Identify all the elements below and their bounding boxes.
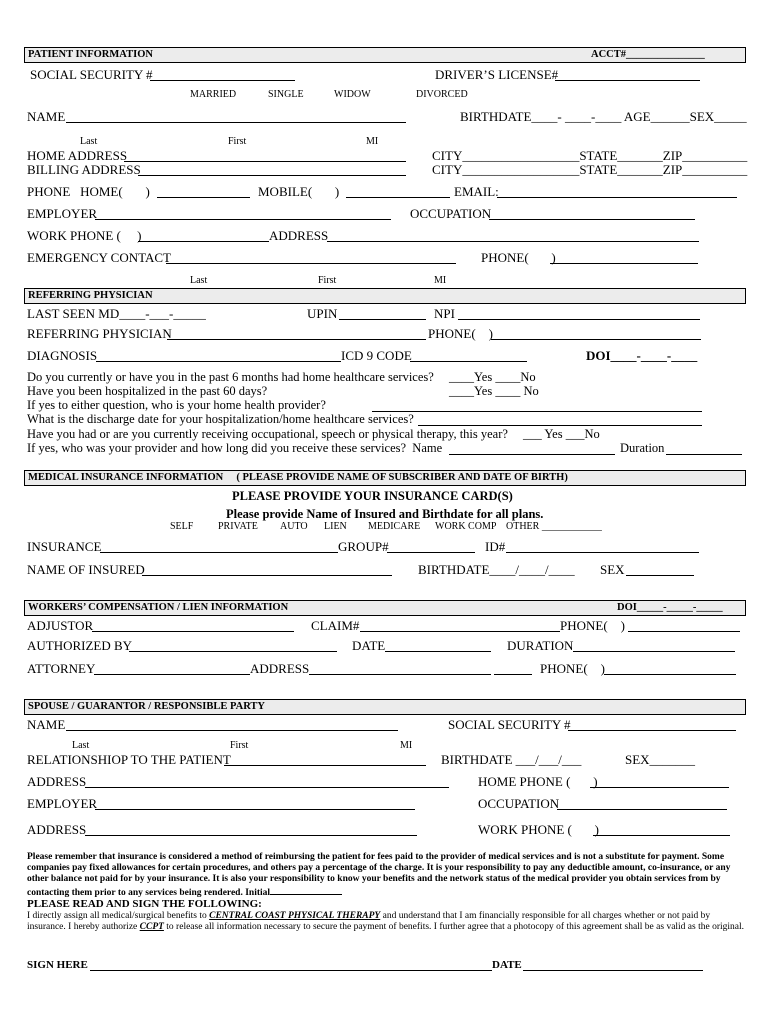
claim-label: CLAIM#: [311, 618, 360, 633]
id-label: ID#: [485, 539, 506, 554]
insured-field[interactable]: [142, 575, 392, 576]
insured-sex-label: SEX: [600, 562, 625, 577]
spouse-name-field[interactable]: [66, 730, 398, 731]
referring-physician-label: REFERRING PHYSICIAN: [27, 326, 172, 341]
answer-home-health[interactable]: ____Yes ____No: [449, 370, 536, 384]
emergency-phone-label: PHONE( ): [481, 250, 556, 265]
question-prior-provider: If yes, who was your provider and how long did you receive these services? Name: [27, 441, 443, 455]
acct-field[interactable]: ACCT#_______________: [591, 49, 705, 60]
spouse-work-address-field[interactable]: [85, 835, 417, 836]
workers-header: [24, 600, 746, 616]
marital-single[interactable]: SINGLE: [268, 89, 304, 100]
duration-field[interactable]: [666, 454, 742, 455]
attorney-phone-label: PHONE( ): [540, 661, 605, 676]
occupation-label: OCCUPATION: [410, 206, 492, 221]
occupation-field[interactable]: [489, 219, 695, 220]
home-city-state-zip[interactable]: CITY__________________STATE_______ZIP__________: [432, 148, 748, 163]
workers-phone-field[interactable]: [628, 631, 740, 632]
npi-label: NPI: [434, 306, 455, 321]
workers-title: WORKERS’ COMPENSATION / LIEN INFORMATION: [28, 602, 289, 613]
authorized-field[interactable]: [129, 651, 337, 652]
referring-phone-field[interactable]: [491, 339, 701, 340]
employer-field[interactable]: [95, 219, 391, 220]
adjustor-label: ADJUSTOR: [27, 618, 94, 633]
read-sign-heading: PLEASE READ AND SIGN THE FOLLOWING:: [27, 898, 262, 910]
billing-address-label: BILLING ADDRESS: [27, 162, 141, 177]
assignment-text-3: to release all information necessary to secure the payment of benefits. I further agree that a photocopy of this agreement shall be as valid as the original.: [163, 922, 745, 932]
marital-divorced[interactable]: DIVORCED: [416, 89, 468, 100]
group-label: GROUP#: [338, 539, 389, 554]
marital-widow[interactable]: WIDOW: [334, 89, 371, 100]
upin-field[interactable]: [339, 319, 426, 320]
attorney-phone-field[interactable]: [604, 674, 736, 675]
spouse-birthdate[interactable]: BIRTHDATE ___/___/___: [441, 752, 582, 767]
birthdate-age-sex[interactable]: BIRTHDATE____- ____-____ AGE______SEX_____: [460, 109, 747, 124]
prior-provider-name-field[interactable]: [449, 454, 615, 455]
answer-hospitalized[interactable]: ____Yes ____ No: [449, 384, 539, 398]
sub2-mi: MI: [434, 275, 447, 286]
spouse-ssn-label: SOCIAL SECURITY #: [448, 717, 571, 732]
sub-mi: MI: [366, 136, 379, 147]
workers-doi[interactable]: DOI_____-_____-_____: [617, 602, 723, 613]
home-address-field[interactable]: [124, 161, 406, 162]
doi-field[interactable]: DOI____-____-____: [586, 348, 698, 363]
spouse-name-label: NAME: [27, 717, 66, 732]
workers-duration-label: DURATION: [507, 638, 574, 653]
workers-phone-label: PHONE( ): [560, 618, 625, 633]
insured-birthdate[interactable]: BIRTHDATE____/____/____: [418, 562, 575, 577]
assignment-paragraph: [27, 911, 745, 933]
attorney-address-label: ADDRESS: [250, 661, 310, 676]
discharge-field[interactable]: [418, 425, 702, 426]
sub2-first: First: [318, 275, 337, 286]
insurance-field[interactable]: [100, 552, 338, 553]
question-home-health: Do you currently or have you in the past 6 months had home healthcare services?: [27, 370, 434, 384]
initial-field[interactable]: [270, 885, 342, 895]
upin-label: UPIN: [307, 306, 338, 321]
employer-label: EMPLOYER: [27, 206, 98, 221]
attorney-address-field[interactable]: [309, 674, 491, 675]
referring-header: [24, 288, 746, 304]
spouse-sub-mi: MI: [400, 740, 413, 751]
insurance-title: MEDICAL INSURANCE INFORMATION ( PLEASE PROVIDE NAME OF SUBSCRIBER AND DATE OF BIRTH): [28, 472, 568, 483]
relationship-field[interactable]: [224, 765, 426, 766]
type-self[interactable]: SELF: [170, 521, 194, 532]
spouse-work-phone-label: WORK PHONE ( ): [478, 822, 599, 837]
insurance-notice: [27, 852, 745, 899]
insurance-notice-text: Please remember that insurance is considered a method of reimbursing the patient for fees paid to the provider of medical services and is not a substitute for payment. Some companies pay fixed allowances for certain procedures, and others pay a percentage of the charge. It is your responsibility to pay any deductible amount, co-insurance, or any other balance not paid for by your insurance. It is also your responsibility to know your benefits and the network status of the medical provider you obtain services from by contacting them prior to any services being rendered. Initial: [27, 852, 731, 898]
relationship-label: RELATIONSHIOP TO THE PATIENT: [27, 752, 231, 767]
referring-title: REFERRING PHYSICIAN: [28, 290, 153, 301]
email-field[interactable]: [497, 197, 737, 198]
authorized-label: AUTHORIZED BY: [27, 638, 133, 653]
emergency-phone-field[interactable]: [550, 263, 698, 264]
attorney-address-extra[interactable]: [494, 674, 532, 675]
marital-married[interactable]: MARRIED: [190, 89, 237, 100]
npi-field[interactable]: [458, 319, 700, 320]
emergency-label: EMERGENCY CONTACT: [27, 250, 172, 265]
workers-date-label: DATE: [352, 638, 386, 653]
workers-duration-field[interactable]: [573, 651, 735, 652]
group-field[interactable]: [387, 552, 475, 553]
assignment-text-1: I directly assign all medical/surgical benefits to: [27, 911, 210, 921]
home-address-label: HOME ADDRESS: [27, 148, 128, 163]
spouse-home-phone-label: HOME PHONE ( ): [478, 774, 598, 789]
spouse-address-label: ADDRESS: [27, 774, 87, 789]
provide-name-note: Please provide Name of Insured and Birthdate for all plans.: [226, 507, 544, 521]
sub2-last: Last: [190, 275, 208, 286]
icd-field[interactable]: [410, 361, 527, 362]
question-discharge: What is the discharge date for your hospitalization/home healthcare services?: [27, 412, 414, 426]
answer-therapy[interactable]: ___ Yes ___No: [523, 427, 600, 441]
drivers-license-field[interactable]: [555, 80, 700, 81]
mobile-field[interactable]: [346, 197, 450, 198]
type-auto[interactable]: AUTO: [280, 521, 308, 532]
work-address-field[interactable]: [327, 241, 699, 242]
spouse-ssn-field[interactable]: [568, 730, 736, 731]
diagnosis-field[interactable]: [96, 361, 341, 362]
question-hospitalized: Have you been hospitalized in the past 60 days?: [27, 384, 268, 398]
sign-date-label: DATE: [492, 959, 522, 971]
type-private[interactable]: PRIVATE: [218, 521, 258, 532]
type-medicare[interactable]: MEDICARE: [368, 521, 421, 532]
insurance-header: [24, 470, 746, 486]
provider-field[interactable]: [372, 411, 702, 412]
insured-label: NAME OF INSURED: [27, 562, 145, 577]
adjustor-field[interactable]: [92, 631, 294, 632]
spouse-title: SPOUSE / GUARANTOR / RESPONSIBLE PARTY: [28, 701, 265, 712]
work-phone-field[interactable]: [138, 241, 269, 242]
spouse-work-phone-field[interactable]: [593, 835, 730, 836]
insured-sex-field[interactable]: [626, 575, 694, 576]
read-sign-text: PLEASE READ AND SIGN THE FOLLOWING: [27, 898, 259, 910]
question-therapy: Have you had or are you currently receiving occupational, speech or physical therapy, this year?: [27, 427, 508, 441]
drivers-license-label: DRIVER’S LICENSE#: [435, 67, 559, 82]
sub-first: First: [228, 136, 247, 147]
sub-last: Last: [80, 136, 98, 147]
question-provider: If yes to either question, who is your home health provider?: [27, 398, 326, 412]
spouse-header: [24, 699, 746, 715]
type-other[interactable]: OTHER ____________: [506, 521, 602, 532]
spouse-address-field[interactable]: [85, 787, 449, 788]
spouse-work-address-label: ADDRESS: [27, 822, 87, 837]
billing-city-state-zip[interactable]: CITY__________________STATE_______ZIP__________: [432, 162, 748, 177]
spouse-sex[interactable]: SEX_______: [625, 752, 696, 767]
ssn-label: SOCIAL SECURITY #: [30, 67, 153, 82]
spouse-occupation-label: OCCUPATION: [478, 796, 560, 811]
referring-phone-label: PHONE( ): [428, 326, 493, 341]
last-seen-md[interactable]: LAST SEEN MD____-___-_____: [27, 306, 206, 321]
insurance-label: INSURANCE: [27, 539, 102, 554]
work-address-label: ADDRESS: [269, 228, 329, 243]
spouse-home-phone-field[interactable]: [590, 787, 729, 788]
provide-card-note: PLEASE PROVIDE YOUR INSURANCE CARD(S): [232, 489, 513, 503]
emergency-field[interactable]: [166, 263, 456, 264]
spouse-employer-label: EMPLOYER: [27, 796, 98, 811]
id-field[interactable]: [506, 552, 699, 553]
patient-info-header: [24, 47, 746, 63]
signature-field[interactable]: [90, 970, 492, 971]
referring-physician-field[interactable]: [167, 339, 426, 340]
ssn-field[interactable]: [150, 80, 295, 81]
assignment-text-2: and understand that I am financially responsible for all charges whether or not paid by insurance. I hereby authorize: [27, 911, 711, 932]
spouse-occupation-field[interactable]: [557, 809, 727, 810]
workers-date-field[interactable]: [385, 651, 491, 652]
type-lien[interactable]: LIEN: [324, 521, 347, 532]
billing-address-field[interactable]: [138, 175, 406, 176]
diagnosis-label: DIAGNOSIS: [27, 348, 98, 363]
ccpt-name: CCPT: [139, 922, 164, 932]
spouse-sub-first: First: [230, 740, 249, 751]
type-work-comp[interactable]: WORK COMP: [435, 521, 497, 532]
email-label: EMAIL:: [454, 184, 499, 199]
claim-field[interactable]: [360, 631, 560, 632]
icd-label: ICD 9 CODE: [341, 348, 412, 363]
mobile-label: MOBILE( ): [258, 184, 340, 199]
attorney-label: ATTORNEY: [27, 661, 96, 676]
clinic-name: CENTRAL COAST PHYSICAL THERAPY: [209, 911, 381, 921]
sign-date-field[interactable]: [523, 970, 703, 971]
duration-label: Duration: [620, 441, 665, 455]
patient-info-title: PATIENT INFORMATION: [28, 49, 153, 60]
phone-home-field[interactable]: [157, 197, 250, 198]
work-phone-label: WORK PHONE ( ): [27, 228, 142, 243]
spouse-sub-last: Last: [72, 740, 90, 751]
spouse-employer-field[interactable]: [95, 809, 415, 810]
sign-here-label: SIGN HERE: [27, 959, 88, 971]
phone-home-label: PHONE HOME( ): [27, 184, 150, 199]
attorney-field[interactable]: [94, 674, 250, 675]
name-label: NAME: [27, 109, 66, 124]
name-field[interactable]: [66, 122, 406, 123]
